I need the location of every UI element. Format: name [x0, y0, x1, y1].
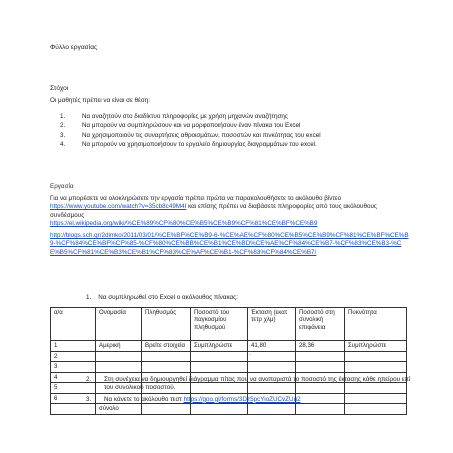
- table-cell: 2: [51, 351, 96, 362]
- goals-intro: Οι μαθητές πρέπει να είναι σε θέση:: [50, 97, 151, 104]
- step-text: Να συμπληρωθεί στο Excel ο ακόλουθος πίνακας:: [98, 294, 238, 301]
- header-cell: Ποσοστό στη συνολική επιφάνεια: [296, 308, 345, 341]
- goal-number: 1.: [60, 113, 66, 120]
- table-cell: Συμπληρώστε: [191, 341, 248, 352]
- step-item: [86, 376, 416, 393]
- youtube-link[interactable]: https://www.youtube.com/watch?v=35cb8c49M4I: [50, 203, 187, 211]
- goal-number: 4.: [60, 141, 66, 149]
- table-cell: Συμπληρώστε: [345, 341, 407, 352]
- step-1-text: [86, 294, 238, 302]
- goal-text: Να μπορούν να συμπληρώσουν και να μορφοποιήσουν έναν πίνακα του Excel: [82, 122, 301, 130]
- table-cell: [191, 351, 248, 362]
- table-cell: [142, 351, 191, 362]
- table-row: [51, 341, 407, 352]
- stray-mark: .: [249, 350, 251, 357]
- table-cell: [345, 351, 407, 362]
- table-cell: [296, 362, 345, 373]
- instructions-paragraph: [50, 195, 410, 228]
- table-cell: 1: [51, 341, 96, 352]
- step-number: 3.: [86, 395, 92, 403]
- goal-text: Να χρησιμοποιούν τις συναρτήσεις αθροισμάτων, ποσοστών και πινκότητας του excel: [82, 131, 321, 139]
- table-cell: 4: [51, 372, 96, 383]
- table-cell: Αμερική: [96, 341, 142, 352]
- table-cell: 28,36: [296, 341, 345, 352]
- header-cell: Ποσοστό του παγκοσμίου πληθυσμού: [191, 308, 248, 341]
- header-cell: Ονομασία: [96, 308, 142, 341]
- goal-item: [60, 113, 420, 121]
- goal-item: [60, 122, 420, 130]
- table-header-row: [51, 308, 407, 341]
- goal-item: [60, 141, 420, 149]
- table-cell: [248, 351, 296, 362]
- table-cell: [142, 362, 191, 373]
- header-cell: α/α: [51, 308, 96, 341]
- table-row: [51, 351, 407, 362]
- step-number: 2.: [86, 376, 92, 383]
- table-cell: 5: [51, 383, 96, 394]
- table-cell: [248, 362, 296, 373]
- step-text: Στη συνέχεια να δημιουργηθεί διάγραμμα πίτας που να αναπαριστά το ποσοστό της έκτασης κάθε ηπείρου επί του συνολικού ποσοστού.: [104, 376, 411, 392]
- goals-heading: Στόχοι: [50, 85, 69, 92]
- table-cell: [345, 362, 407, 373]
- table-cell: [296, 351, 345, 362]
- wikipedia-link[interactable]: https://el.wikipedia.org/wiki/%CE%89%CF%80%CE%B5%CE%B9%CF%81%CE%BF%CE%B9: [50, 219, 318, 227]
- goal-number: 2.: [60, 122, 66, 130]
- table-cell: 41,80: [248, 341, 296, 352]
- table-cell: [96, 351, 142, 362]
- goal-text: Να μπορούν να χρησιμοποιήσουν το εργαλείο δημιουργίας διαγραμμάτων του excel.: [82, 141, 317, 149]
- goal-text: Να αναζητούν στο διαδίκτυο πληροφορίες με χρήση μηχανών αναζήτησης: [82, 113, 288, 120]
- table-cell: [96, 362, 142, 373]
- table-cell: 3: [51, 362, 96, 373]
- paragraph-text: και επίσης πρέπει να διαβάσετε πληροφορίες από τους ακόλουθους συνδέσμους: [50, 203, 377, 219]
- table-row: [51, 362, 407, 373]
- test-form-link[interactable]: https://goo.gl/forms/3Dz5pcYioZUCvZUu2: [183, 395, 301, 403]
- step-text: Να κάνετε το ακόλουθο τεστ: [104, 395, 182, 403]
- blog-link[interactable]: http://blogs.sch.gr/2dimko/2011/03/01/%CE%BF%CE%B9-6-%CE%AE%CF%80%CE%B5%CE%B9%CF%81%CE%BF%CE%B9-%CF%84%CE%BF%CF%85-%CF%80%CE%BB%CE%B1%CE%BD%CE%AE%CF%84%CE%B7-%CF%83%CE%B3-%CE%B5%CF%81%CE%B3%CE%B1%CF%83%CE%AF%CE%B1-%CF%83%CF%84%CE%B7/: [50, 232, 409, 256]
- goal-number: 3.: [60, 131, 66, 139]
- goal-item: [60, 132, 420, 140]
- document-title: Φύλλο εργασίας: [50, 44, 98, 51]
- table-cell: [191, 362, 248, 373]
- header-cell: Πυκνότητα: [345, 308, 407, 341]
- header-cell: Πληθυσμός: [142, 308, 191, 341]
- table-cell: 6: [51, 393, 96, 404]
- table-cell: Βρείτε στοιχεία: [142, 341, 191, 352]
- work-heading: Εργασία: [50, 183, 74, 190]
- steps-list: [86, 376, 416, 407]
- paragraph-text: Για να μπορέσετε να ολοκληρώσετε την εργασία πρέπει πρώτα να παρακολουθήσετε το ακόλουθο βίντεο: [50, 195, 342, 202]
- header-cell: Έκταση (εκατ τετρ χλμ): [248, 308, 296, 341]
- step-number: 1.: [86, 294, 92, 301]
- goals-list: [60, 113, 420, 151]
- total-label: σύνολο: [96, 404, 142, 415]
- step-item: [86, 396, 416, 404]
